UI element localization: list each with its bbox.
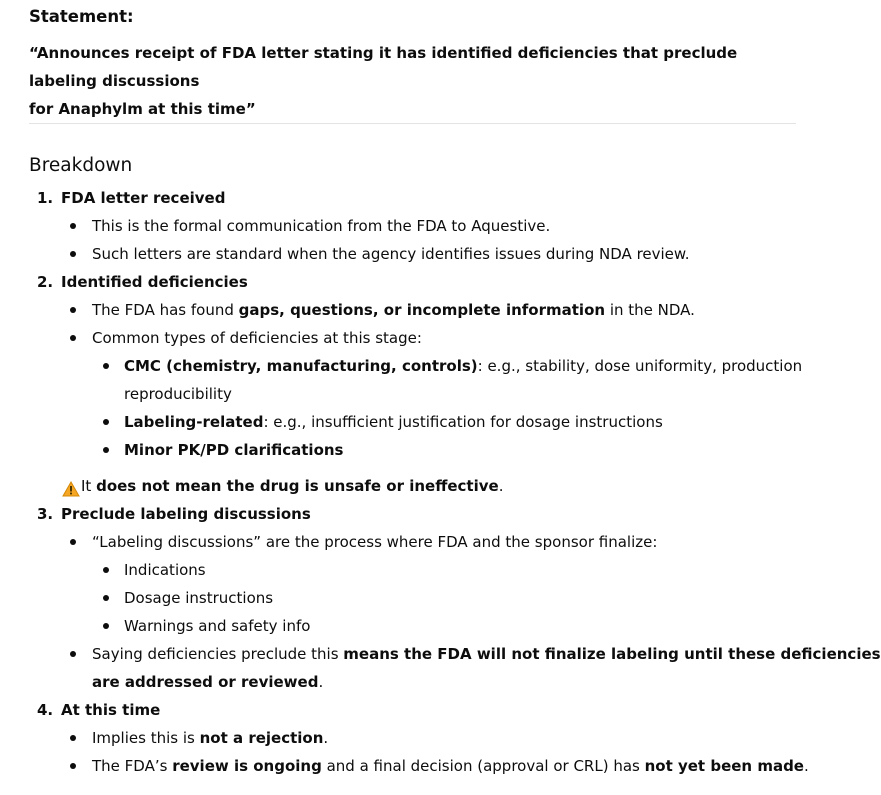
list-item: Implies this is not a rejection. <box>92 729 329 747</box>
divider <box>29 123 796 124</box>
bullet <box>70 763 76 769</box>
bullet <box>70 223 76 229</box>
bullet <box>103 419 109 425</box>
bullet <box>103 623 109 629</box>
sub-list-item: Labeling-related: e.g., insufficient justification for dosage instructions <box>124 413 663 431</box>
bullet <box>70 651 76 657</box>
sub-list-item-continuation: reproducibility <box>124 385 232 403</box>
list-item-title: Preclude labeling discussions <box>61 505 311 523</box>
list-item: “Labeling discussions” are the process where FDA and the sponsor finalize: <box>92 533 658 551</box>
list-item: The FDA’s review is ongoing and a final decision (approval or CRL) has not yet been made. <box>92 757 809 775</box>
warning-icon <box>62 481 80 497</box>
list-item: This is the formal communication from the FDA to Aquestive. <box>92 217 551 235</box>
list-item-number: 2. <box>37 273 54 291</box>
sub-list-item: Dosage instructions <box>124 589 274 607</box>
list-item-number: 1. <box>37 189 54 207</box>
bullet <box>103 567 109 573</box>
bullet <box>70 335 76 341</box>
list-item: Common types of deficiencies at this stage: <box>92 329 422 347</box>
bullet <box>103 595 109 601</box>
list-item: Such letters are standard when the agency identifies issues during NDA review. <box>92 245 690 263</box>
bullet <box>70 251 76 257</box>
bullet <box>70 539 76 545</box>
list-item-title: Identified deficiencies <box>61 273 248 291</box>
list-item-continuation: are addressed or reviewed. <box>92 673 324 691</box>
bullet <box>70 307 76 313</box>
statement-heading: Statement: <box>29 7 134 26</box>
list-item-number: 4. <box>37 701 54 719</box>
list-item-title: At this time <box>61 701 161 719</box>
sub-list-item: Warnings and safety info <box>124 617 311 635</box>
list-item-number: 3. <box>37 505 54 523</box>
breakdown-heading: Breakdown <box>29 155 133 176</box>
list-item-title: FDA letter received <box>61 189 226 207</box>
bullet <box>103 447 109 453</box>
quote-line: “Announces receipt of FDA letter stating it has identified deficiencies that preclude labeling discussions <box>29 44 738 90</box>
warning-note: It does not mean the drug is unsafe or ineffective. <box>81 477 504 495</box>
sub-list-item: Indications <box>124 561 206 579</box>
quote-line: for Anaphylm at this time” <box>29 100 256 118</box>
list-item: Saying deficiencies preclude this means the FDA will not finalize labeling until these deficiencies <box>92 645 881 663</box>
statement-quote <box>29 39 789 123</box>
sub-list-item: Minor PK/PD clarifications <box>124 441 344 459</box>
bullet <box>70 735 76 741</box>
bullet <box>103 363 109 369</box>
sub-list-item: CMC (chemistry, manufacturing, controls): e.g., stability, dose uniformity, production <box>124 357 803 375</box>
list-item: The FDA has found gaps, questions, or incomplete information in the NDA. <box>92 301 695 319</box>
